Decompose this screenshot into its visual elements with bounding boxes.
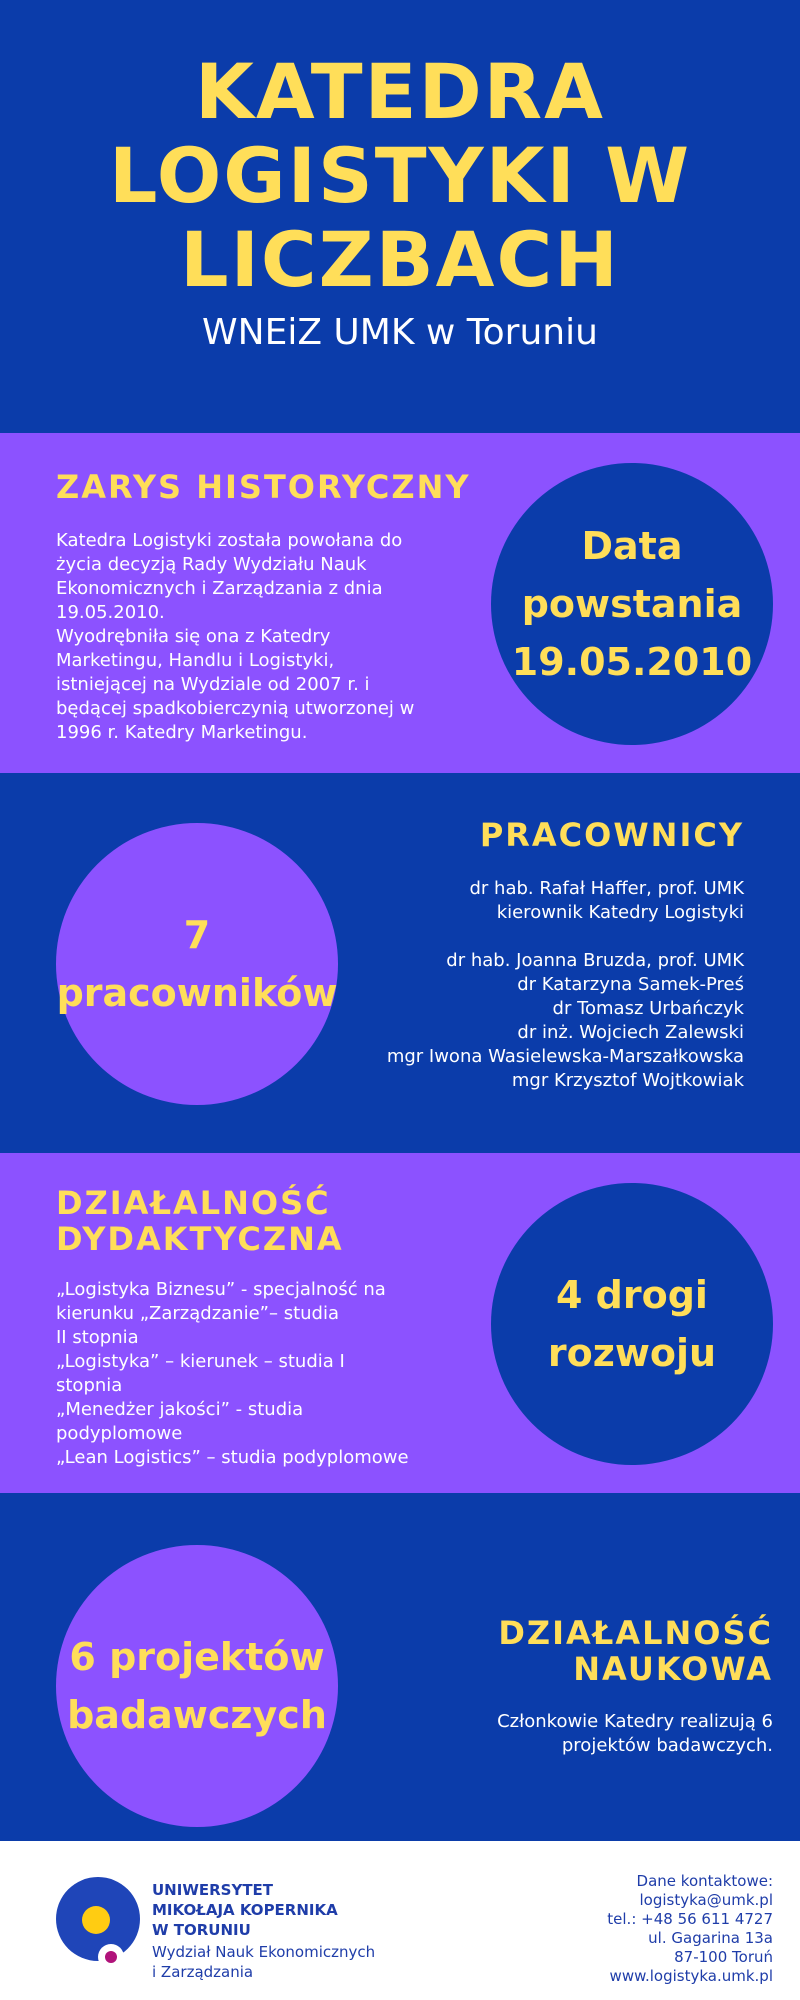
history-line: Marketingu, Handlu i Logistyki, bbox=[56, 650, 335, 671]
teaching-line: stopnia bbox=[56, 1375, 123, 1396]
staff-heading: PRACOWNICY bbox=[479, 816, 744, 854]
page-subtitle: WNEiZ UMK w Toruniu bbox=[202, 312, 598, 353]
circle-line: badawczych bbox=[67, 1693, 327, 1737]
teaching-line: podyplomowe bbox=[56, 1423, 183, 1444]
teaching-line: „Logistyka” – kierunek – studia I bbox=[56, 1351, 345, 1372]
contact-heading: Dane kontaktowe: bbox=[636, 1872, 773, 1890]
teaching-line: „Logistyka Biznesu” - specjalność na bbox=[56, 1279, 386, 1300]
heading-line: DZIAŁALNOŚĆ bbox=[498, 1614, 773, 1652]
contact-street: ul. Gagarina 13a bbox=[648, 1929, 773, 1947]
contact-city: 87-100 Toruń bbox=[674, 1948, 773, 1966]
staff-section bbox=[0, 773, 800, 1153]
history-line: życia decyzją Rady Wydziału Nauk bbox=[56, 554, 367, 575]
history-line: Wyodrębniła się ona z Katedry bbox=[56, 626, 331, 647]
circle-line: powstania bbox=[521, 582, 743, 626]
research-line: projektów badawczych. bbox=[561, 1735, 773, 1756]
header-section bbox=[0, 0, 800, 433]
staff-count-circle bbox=[56, 823, 338, 1105]
contact-website-link[interactable]: www.logistyka.umk.pl bbox=[609, 1967, 773, 1985]
staff-line: dr Katarzyna Samek-Preś bbox=[517, 974, 744, 995]
faculty-line: i Zarządzania bbox=[152, 1963, 254, 1981]
history-line: Ekonomicznych i Zarządzania z dnia bbox=[56, 578, 383, 599]
heading-line: DZIAŁALNOŚĆ bbox=[56, 1184, 331, 1222]
university-line: W TORUNIU bbox=[152, 1921, 251, 1939]
projects-circle bbox=[56, 1545, 338, 1827]
staff-line: kierownik Katedry Logistyki bbox=[496, 902, 744, 923]
title-line-2: LOGISTYKI W bbox=[108, 131, 692, 220]
circle-line: 19.05.2010 bbox=[511, 640, 753, 684]
history-line: 1996 r. Katedry Marketingu. bbox=[56, 722, 308, 743]
staff-line: mgr Iwona Wasielewska-Marszałkowska bbox=[386, 1046, 744, 1067]
history-line: istniejącej na Wydziale od 2007 r. i bbox=[56, 674, 370, 695]
university-line: MIKOŁAJA KOPERNIKA bbox=[152, 1901, 338, 1919]
page-title bbox=[0, 47, 800, 304]
history-line: będącej spadkobierczynią utworzonej w bbox=[56, 698, 415, 719]
faculty-name bbox=[152, 1942, 375, 1982]
history-paragraph bbox=[56, 529, 446, 745]
circle-line: 7 bbox=[183, 913, 211, 957]
circle-line: 4 drogi bbox=[556, 1273, 708, 1317]
history-section bbox=[0, 433, 800, 773]
staff-list bbox=[387, 877, 744, 1093]
research-heading bbox=[498, 1615, 773, 1687]
faculty-line: Wydział Nauk Ekonomicznych bbox=[152, 1943, 376, 1961]
contact-phone: tel.: +48 56 611 4727 bbox=[607, 1910, 773, 1928]
staff-line: dr Tomasz Urbańczyk bbox=[552, 998, 744, 1019]
circle-line: pracowników bbox=[56, 971, 338, 1015]
history-line: Katedra Logistyki została powołana do bbox=[56, 530, 403, 551]
teaching-heading bbox=[56, 1185, 344, 1257]
history-line: 19.05.2010. bbox=[56, 602, 165, 623]
teaching-section bbox=[0, 1153, 800, 1493]
staff-line: dr hab. Rafał Haffer, prof. UMK bbox=[469, 878, 744, 899]
founding-date-circle bbox=[491, 463, 773, 745]
contact-info bbox=[607, 1872, 773, 1986]
heading-line: DYDAKTYCZNA bbox=[56, 1220, 344, 1258]
research-section bbox=[0, 1493, 800, 1841]
logo-sun-icon bbox=[82, 1906, 110, 1934]
research-text bbox=[497, 1710, 773, 1758]
circle-line: Data bbox=[581, 524, 683, 568]
contact-email-link[interactable]: logistyka@umk.pl bbox=[639, 1891, 773, 1909]
teaching-line: „Lean Logistics” – studia podyplomowe bbox=[56, 1447, 409, 1468]
university-line: UNIWERSYTET bbox=[152, 1881, 274, 1899]
logo-dot-icon bbox=[105, 1951, 117, 1963]
history-heading: ZARYS HISTORYCZNY bbox=[56, 468, 471, 506]
heading-line: NAUKOWA bbox=[573, 1650, 773, 1688]
staff-line: mgr Krzysztof Wojtkowiak bbox=[511, 1070, 744, 1091]
teaching-line: II stopnia bbox=[56, 1327, 139, 1348]
development-paths-circle bbox=[491, 1183, 773, 1465]
title-line-3: LICZBACH bbox=[180, 215, 620, 304]
teaching-line: „Menedżer jakości” - studia bbox=[56, 1399, 304, 1420]
research-line: Członkowie Katedry realizują 6 bbox=[497, 1711, 773, 1732]
circle-line: rozwoju bbox=[547, 1331, 717, 1375]
university-name bbox=[152, 1880, 338, 1940]
teaching-list bbox=[56, 1278, 409, 1470]
staff-line: dr inż. Wojciech Zalewski bbox=[517, 1022, 744, 1043]
staff-line: dr hab. Joanna Bruzda, prof. UMK bbox=[446, 950, 744, 971]
circle-line: 6 projektów bbox=[69, 1635, 325, 1679]
teaching-line: kierunku „Zarządzanie”– studia bbox=[56, 1303, 340, 1324]
title-line-1: KATEDRA bbox=[195, 47, 605, 136]
